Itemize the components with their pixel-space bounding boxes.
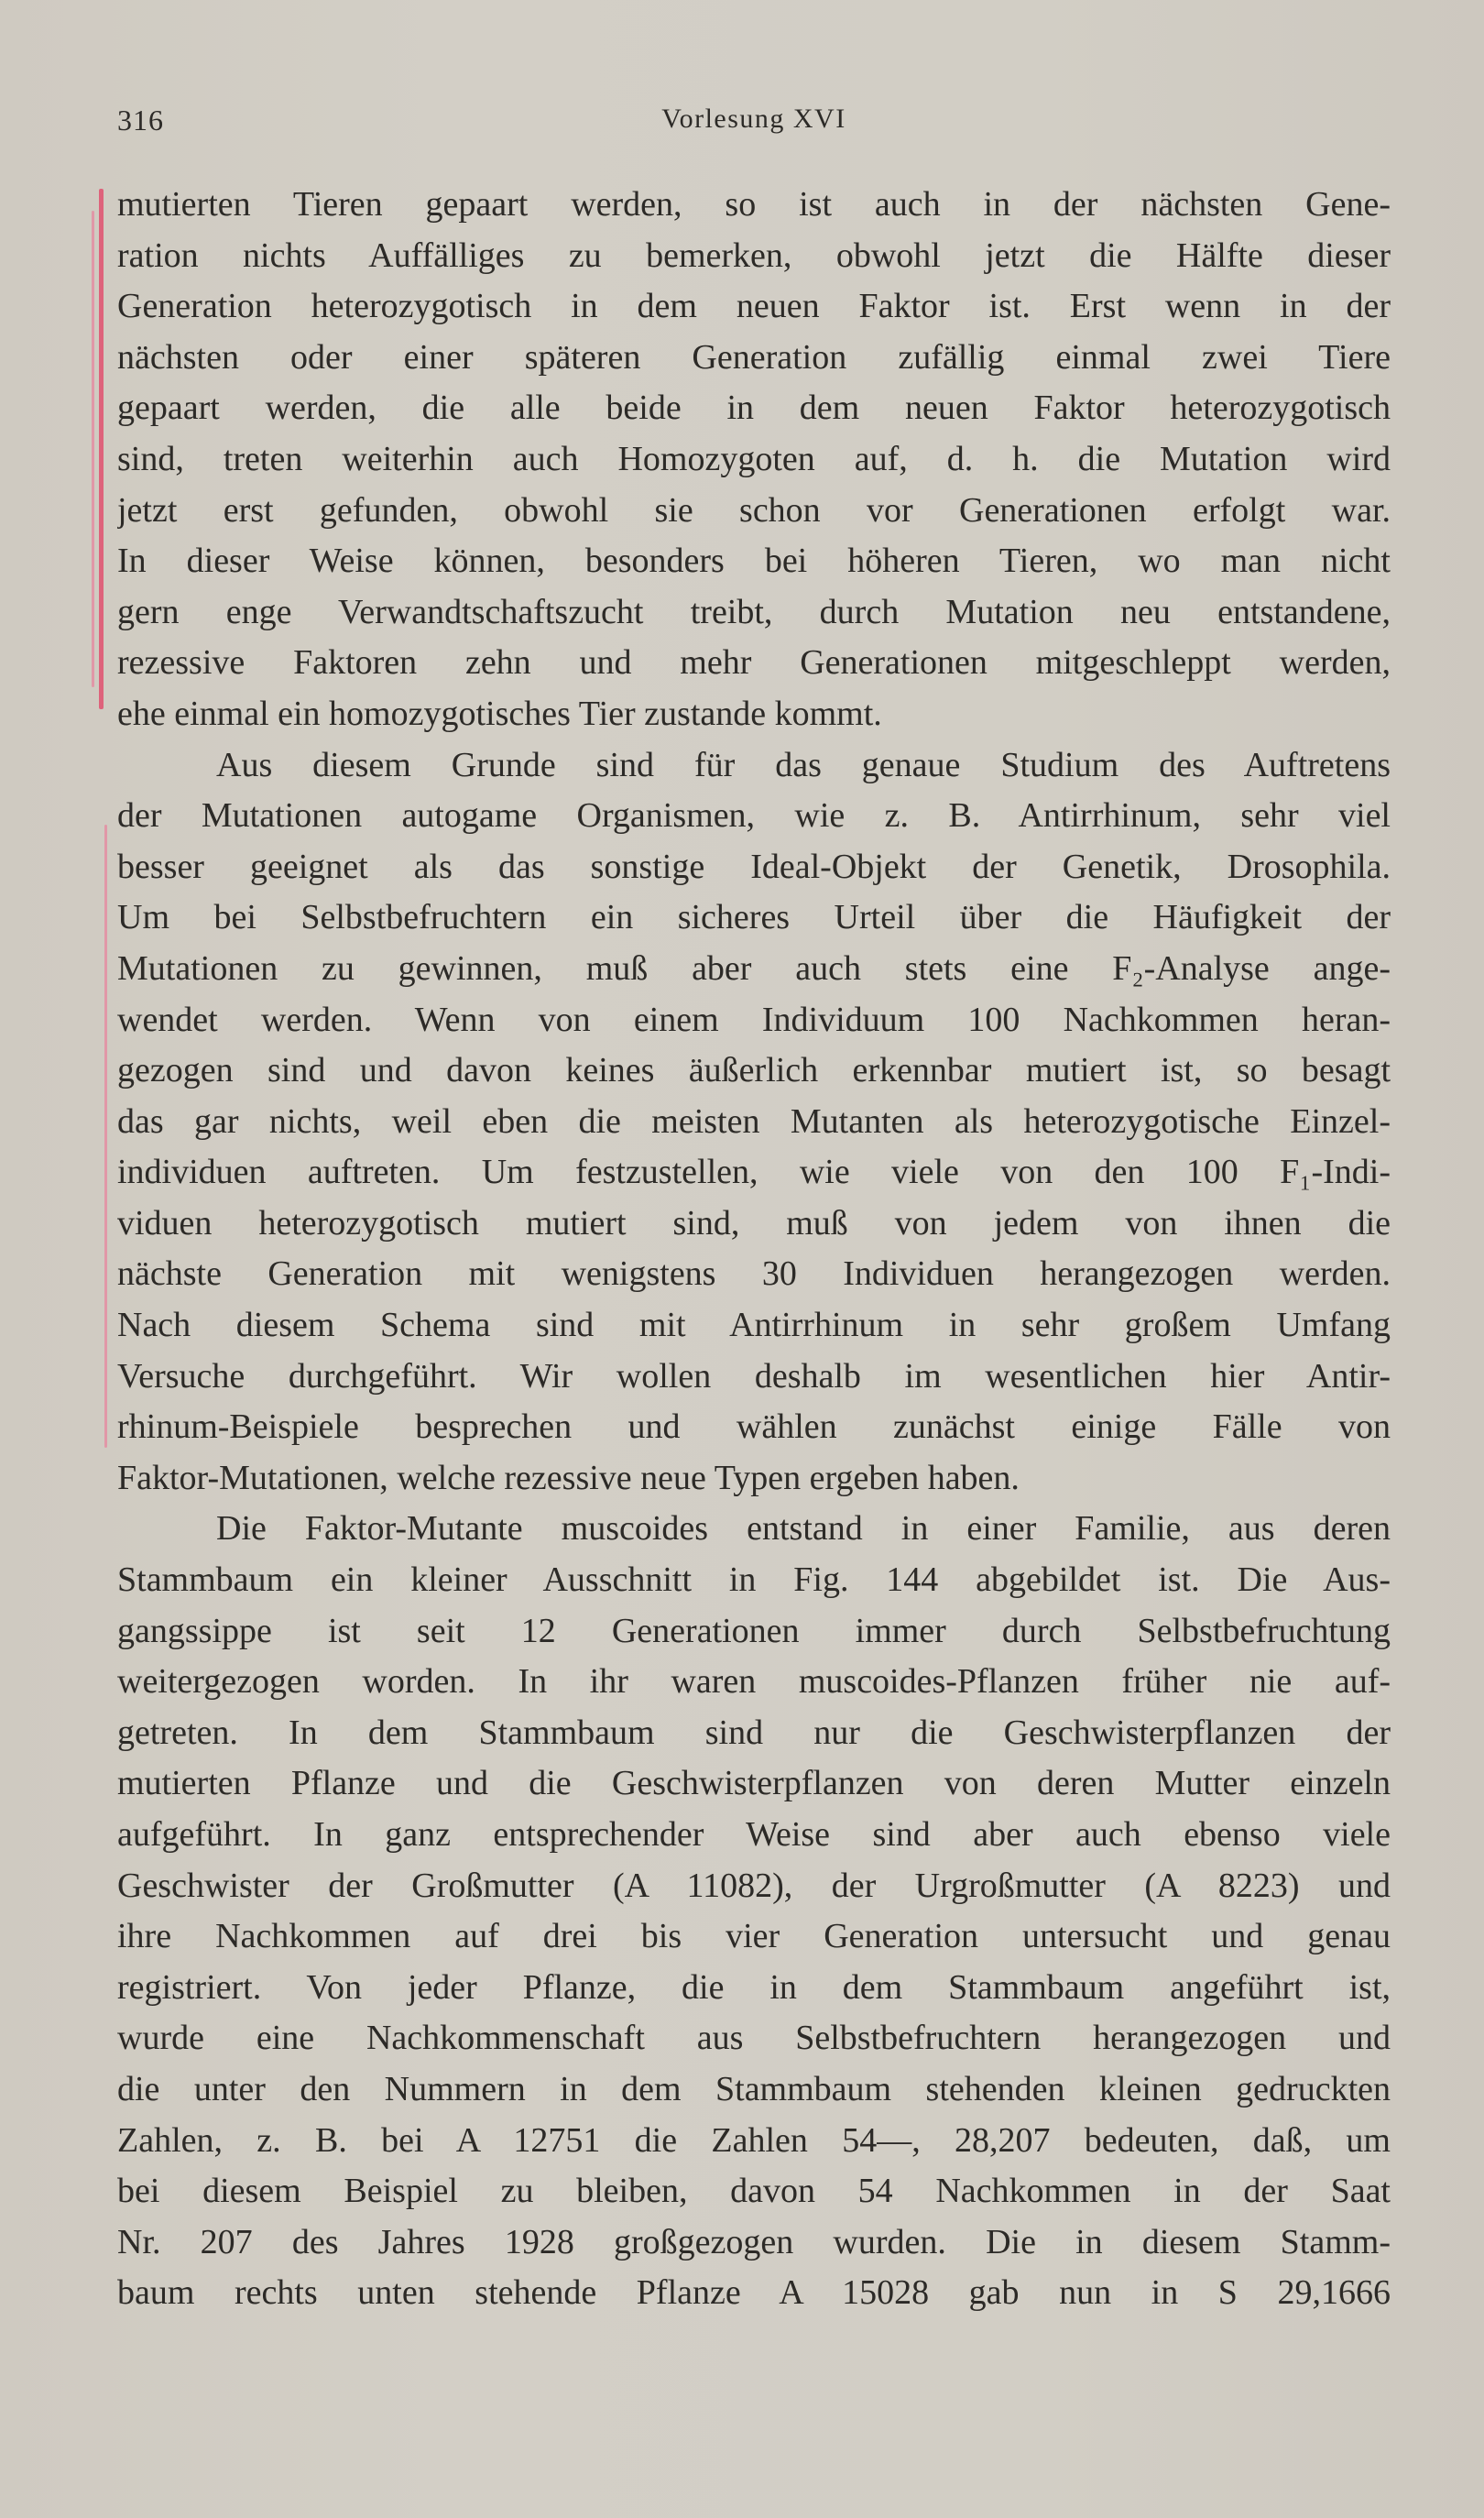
page-number: 316 (117, 104, 164, 137)
text-line: ration nichts Auffälliges zu bemerken, obwohl jetzt die Hälfte dieser (117, 235, 1391, 275)
text-line: rezessive Faktoren zehn und mehr Generationen mitgeschleppt werden, (117, 643, 1391, 683)
text-line: Generation heterozygotisch in dem neuen Faktor ist. Erst wenn in der (117, 287, 1391, 326)
text-line: gangssippe ist seit 12 Generationen immer durch Selbstbefruchtung (117, 1611, 1391, 1650)
text-line: nächste Generation mit wenigstens 30 Individuen herangezogen werden. (117, 1254, 1391, 1294)
text-line: bei diesem Beispiel zu bleiben, davon 54 Nachkommen in der Saat (117, 2172, 1391, 2211)
text-line: Geschwister der Großmutter (A 11082), der Urgroßmutter (A 8223) und (117, 1866, 1391, 1905)
text-line: gepaart werden, die alle beide in dem neuen Faktor heterozygotisch (117, 389, 1391, 428)
text-line: ihre Nachkommen auf drei bis vier Generation untersucht und genau (117, 1917, 1391, 1956)
margin-mark-top (99, 189, 104, 709)
text-line: In dieser Weise können, besonders bei höheren Tieren, wo man nicht (117, 542, 1391, 581)
text-line: die unter den Nummern in dem Stammbaum stehenden kleinen gedruckten (117, 2069, 1391, 2108)
text-line: Nach diesem Schema sind mit Antirrhinum in sehr großem Umfang (117, 1306, 1391, 1345)
text-line: wurde eine Nachkommenschaft aus Selbstbefruchtern herangezogen und (117, 2019, 1391, 2058)
text-line: jetzt erst gefunden, obwohl sie schon vor Generationen erfolgt war. (117, 490, 1391, 530)
text-line: mutierten Pflanze und die Geschwisterpflanzen von deren Mutter einzeln (117, 1764, 1391, 1803)
text-line: baum rechts unten stehende Pflanze A 15028 gab nun in S 29,1666 (117, 2273, 1391, 2313)
text-line: Mutationen zu gewinnen, muß aber auch stets eine F₂-Analyse ange- (117, 948, 1391, 988)
text-line: individuen auftreten. Um festzustellen, wie viele von den 100 F₁-Indi- (117, 1153, 1391, 1192)
paragraph-start: Die Faktor-Mutante muscoides entstand in einer Familie, aus deren (216, 1509, 1391, 1549)
text-line: Versuche durchgeführt. Wir wollen deshalb im wesentlichen hier Antir- (117, 1356, 1391, 1396)
text-line: Stammbaum ein kleiner Ausschnitt in Fig. 144 abgebildet ist. Die Aus- (117, 1560, 1391, 1600)
text-line: weitergezogen worden. In ihr waren muscoides-Pflanzen früher nie auf- (117, 1662, 1391, 1702)
text-line: Zahlen, z. B. bei A 12751 die Zahlen 54—, 28,207 bedeuten, daß, um (117, 2120, 1391, 2160)
text-line: gezogen sind und davon keines äußerlich erkennbar mutiert ist, so besagt (117, 1051, 1391, 1090)
chapter-title: Vorlesung XVI (661, 104, 846, 134)
text-line: viduen heterozygotisch mutiert sind, muß von jedem von ihnen die (117, 1203, 1391, 1243)
text-line: aufgeführt. In ganz entsprechender Weise sind aber auch ebenso viele (117, 1815, 1391, 1854)
running-head (117, 104, 1391, 146)
text-line: sind, treten weiterhin auch Homozygoten auf, d. h. die Mutation wird (117, 439, 1391, 478)
text-line: der Mutationen autogame Organismen, wie z. B. Antirrhinum, sehr viel (117, 796, 1391, 836)
text-line: gern enge Verwandtschaftszucht treibt, durch Mutation neu entstandene, (117, 592, 1391, 631)
text-line: rhinum-Beispiele besprechen und wählen zunächst einige Fälle von (117, 1407, 1391, 1447)
text-line: nächsten oder einer späteren Generation zufällig einmal zwei Tiere (117, 337, 1391, 377)
paragraph-start: Aus diesem Grunde sind für das genaue Studium des Auftretens (216, 745, 1391, 784)
margin-mark-top-faint (92, 211, 94, 687)
text-line: Faktor-Mutationen, welche rezessive neue Typen ergeben haben. (117, 1458, 1020, 1497)
text-line: Nr. 207 des Jahres 1928 großgezogen wurden. Die in diesem Stamm- (117, 2222, 1391, 2261)
text-line: wendet werden. Wenn von einem Individuum 100 Nachkommen heran- (117, 1000, 1391, 1039)
text-line: das gar nichts, weil eben die meisten Mutanten als heterozygotische Einzel- (117, 1101, 1391, 1141)
text-line: besser geeignet als das sonstige Ideal-Objekt der Genetik, Drosophila. (117, 847, 1391, 886)
body-text (117, 180, 1391, 2319)
text-line: ehe einmal ein homozygotisches Tier zustande kommt. (117, 694, 882, 733)
text-line: mutierten Tieren gepaart werden, so ist auch in der nächsten Gene- (117, 185, 1391, 224)
text-line: Um bei Selbstbefruchtern ein sicheres Urteil über die Häufigkeit der (117, 898, 1391, 937)
text-line: registriert. Von jeder Pflanze, die in dem Stammbaum angeführt ist, (117, 1967, 1391, 2007)
margin-mark-middle (104, 825, 107, 1448)
text-line: getreten. In dem Stammbaum sind nur die Geschwisterpflanzen der (117, 1713, 1391, 1752)
